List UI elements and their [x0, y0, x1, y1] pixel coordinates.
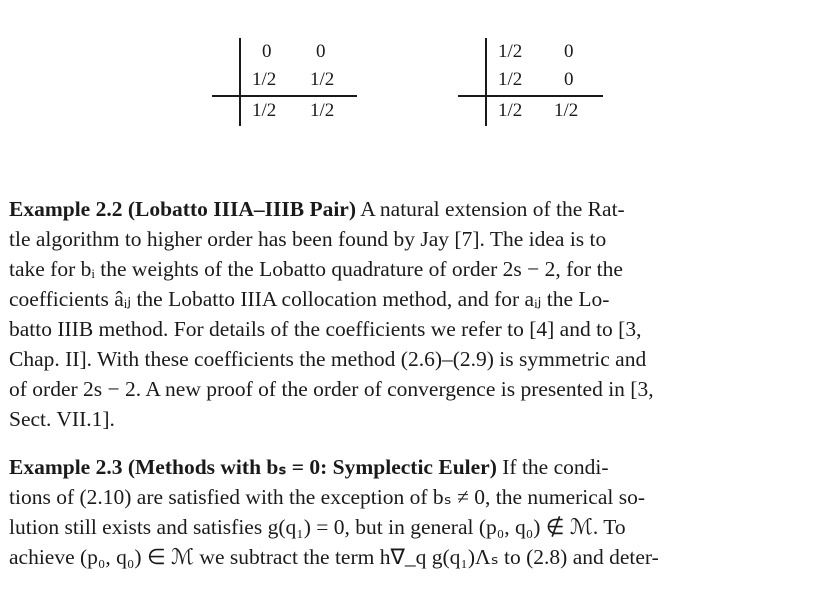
butcher-tableau-left — [212, 38, 357, 128]
tableau-cell: 0 — [262, 41, 272, 62]
text-span: lution still exists and satisfies g(q₁) = 0, but in general (p₀, q₀) ∉ ℳ. To — [9, 515, 626, 539]
tableau-weight: 1/2 — [554, 100, 579, 121]
text-span: Sect. VII.1]. — [9, 407, 115, 431]
text-span: tle algorithm to higher order has been found by Jay [7]. The idea is to — [9, 227, 607, 251]
text-span: Chap. II]. With these coefficients the method (2.6)–(2.9) is symmetric and — [9, 347, 647, 371]
tableau-weight: 1/2 — [310, 100, 335, 121]
text-line — [9, 404, 809, 434]
example-heading: Example 2.3 (Methods with bₛ = 0: Symplectic Euler) — [9, 455, 497, 479]
text-line — [9, 254, 809, 284]
text-span: A natural extension of the Rat- — [356, 197, 625, 221]
text-line — [9, 452, 809, 482]
example-2-3-paragraph — [9, 452, 809, 572]
tableau-weight: 1/2 — [252, 100, 277, 121]
text-span: tions of (2.10) are satisfied with the exception of bₛ ≠ 0, the numerical so- — [9, 485, 645, 509]
text-line — [9, 344, 809, 374]
text-line — [9, 314, 809, 344]
text-line — [9, 284, 809, 314]
example-2-2-paragraph — [9, 194, 809, 434]
text-line — [9, 512, 809, 542]
text-line — [9, 224, 809, 254]
tableau-cell: 0 — [316, 41, 326, 62]
tableau-cell: 1/2 — [310, 69, 335, 90]
tableau-vertical-rule — [485, 38, 487, 126]
text-line — [9, 374, 809, 404]
text-span: of order 2s − 2. A new proof of the order of convergence is presented in [3, — [9, 377, 654, 401]
text-line — [9, 194, 809, 224]
text-line — [9, 542, 809, 572]
example-heading: Example 2.2 (Lobatto IIIA–IIIB Pair) — [9, 197, 357, 221]
text-span: coefficients âᵢⱼ the Lobatto IIIA collocation method, and for aᵢⱼ the Lo- — [9, 287, 610, 311]
tableau-cell: 1/2 — [252, 69, 277, 90]
tableau-cell: 1/2 — [498, 41, 523, 62]
tableau-cell: 1/2 — [498, 69, 523, 90]
butcher-tableau-right — [458, 38, 603, 128]
tableau-horizontal-rule — [458, 95, 603, 97]
text-span: achieve (p₀, q₀) ∈ ℳ we subtract the term h∇_q g(q₁)Λₛ to (2.8) and deter- — [9, 545, 659, 569]
tableau-horizontal-rule — [212, 95, 357, 97]
tableau-cell: 0 — [564, 69, 574, 90]
text-line — [9, 482, 809, 512]
text-span: take for bᵢ the weights of the Lobatto quadrature of order 2s − 2, for the — [9, 257, 623, 281]
tableau-cell: 0 — [564, 41, 574, 62]
tableau-vertical-rule — [239, 38, 241, 126]
text-span: batto IIIB method. For details of the coefficients we refer to [4] and to [3, — [9, 317, 642, 341]
text-span: If the condi- — [496, 455, 609, 479]
tableau-weight: 1/2 — [498, 100, 523, 121]
